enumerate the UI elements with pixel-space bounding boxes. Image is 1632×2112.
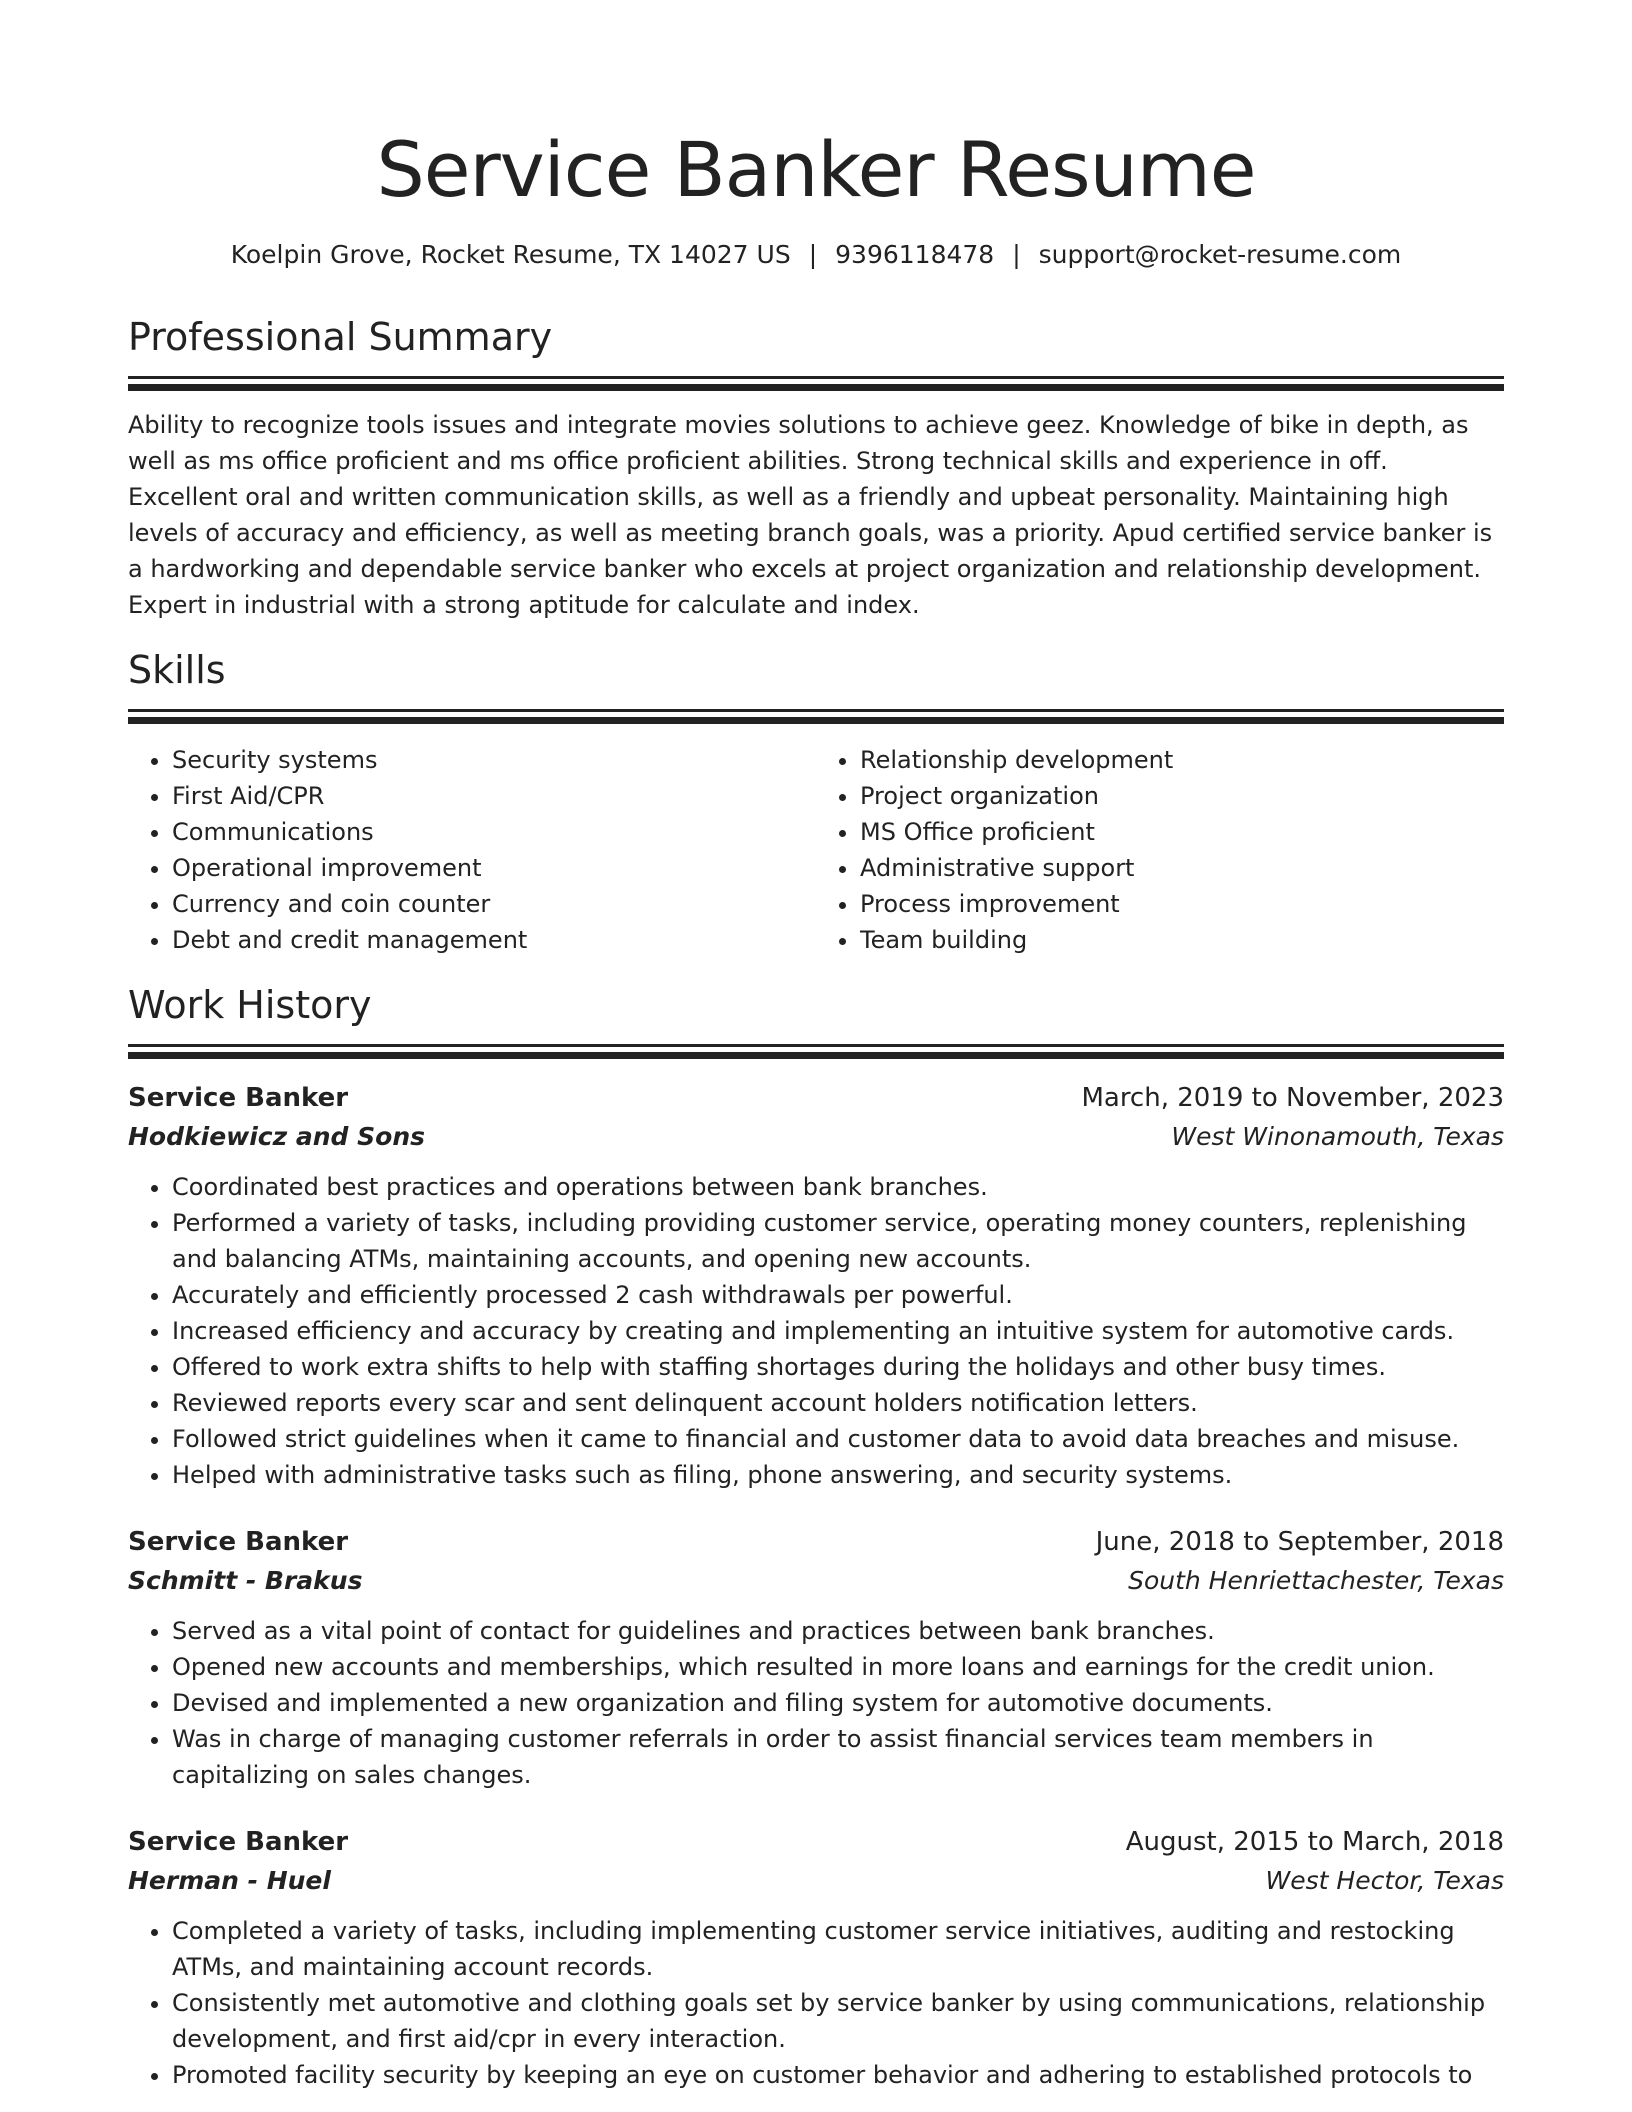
job-header-row [128,1523,1504,1561]
job-bullet: • Was in charge of managing customer referrals in order to assist financial services team members in capitalizing on sales changes. [172,1721,1504,1793]
skill-item: • Operational improvement [172,850,816,886]
job-bullet: • Helped with administrative tasks such as filing, phone answering, and security systems. [172,1457,1504,1493]
professional-summary-section [128,312,1504,623]
section-rule [128,376,1504,379]
job-location: West Winonamouth, Texas [1171,1122,1504,1151]
job-title: Service Banker [128,1827,349,1857]
job-location: West Hector, Texas [1265,1866,1504,1895]
job-bullet: • Coordinated best practices and operations between bank branches. [172,1169,1504,1205]
contact-email: support@rocket-resume.com [1038,240,1402,269]
contact-separator: | [1012,240,1021,269]
job-bullet: • Devised and implemented a new organization and filing system for automotive documents. [172,1685,1504,1721]
job-dates: March, 2019 to November, 2023 [1081,1083,1504,1113]
job-title: Service Banker [128,1083,349,1113]
job-bullet: • Served as a vital point of contact for guidelines and practices between bank branches. [172,1613,1504,1649]
job-entry [128,1823,1504,2093]
skill-item: • First Aid/CPR [172,778,816,814]
skill-item: • Administrative support [860,850,1504,886]
resume-page [128,0,1504,2093]
job-bullet: • Opened new accounts and memberships, which resulted in more loans and earnings for the credit union. [172,1649,1504,1685]
job-bullet: • Performed a variety of tasks, including providing customer service, operating money counters, replenishing and balancing ATMs, maintaining accounts, and opening new accounts. [172,1205,1504,1277]
section-rule [128,1044,1504,1047]
skills-columns [128,742,1504,958]
job-dates: June, 2018 to September, 2018 [1095,1527,1504,1557]
section-rule [128,709,1504,712]
skill-item: • MS Office proficient [860,814,1504,850]
job-entry [128,1079,1504,1493]
job-bullet: • Accurately and efficiently processed 2 cash withdrawals per powerful. [172,1277,1504,1313]
section-title: Skills [128,648,226,692]
skill-item: • Security systems [172,742,816,778]
contact-separator: | [808,240,818,269]
job-bullet: • Reviewed reports every scar and sent delinquent account holders notification letters. [172,1385,1504,1421]
contact-address: Koelpin Grove, Rocket Resume, TX 14027 US [230,240,791,269]
skill-item: • Team building [860,922,1504,958]
job-bullet: • Promoted facility security by keeping an eye on customer behavior and adhering to established protocols to [172,2057,1504,2093]
job-subheader-row [128,1117,1504,1157]
job-bullet: • Offered to work extra shifts to help with staffing shortages during the holidays and other busy times. [172,1349,1504,1385]
job-title: Service Banker [128,1527,349,1557]
skills-list-right [816,742,1504,958]
job-header-row [128,1079,1504,1117]
job-location: South Henriettachester, Texas [1128,1566,1504,1595]
section-title: Professional Summary [128,315,553,359]
skills-section [128,645,1504,958]
job-subheader-row [128,1861,1504,1901]
job-entry [128,1523,1504,1793]
job-bullet: • Completed a variety of tasks, including implementing customer service initiatives, auditing and restocking ATMs, and maintaining account records. [172,1913,1504,1985]
job-company: Schmitt - Brakus [128,1566,363,1595]
summary-text: Ability to recognize tools issues and integrate movies solutions to achieve geez. Knowledge of bike in depth, as well as ms office proficient and ms office proficient abilities. Strong technical skills and experience in off. Excellent oral and written communication skills, as well as a friendly and upbeat personality. Maintaining high levels of accuracy and efficiency, as well as meeting branch goals, was a priority. Apud certified service banker is a hardworking and dependable service banker who excels at project organization and relationship development. Expert in industrial with a strong aptitude for calculate and index. [128,411,1493,619]
skill-item: • Process improvement [860,886,1504,922]
job-header-row [128,1823,1504,1861]
contact-line [128,238,1504,272]
skill-item: • Communications [172,814,816,850]
section-rule-thick [128,1052,1504,1059]
contact-phone: 9396118478 [835,240,995,269]
section-rule-thick [128,384,1504,391]
job-bullet: • Consistently met automotive and clothing goals set by service banker by using communications, relationship development, and first aid/cpr in every interaction. [172,1985,1504,2057]
job-bullet: • Followed strict guidelines when it came to financial and customer data to avoid data breaches and misuse. [172,1421,1504,1457]
job-subheader-row [128,1561,1504,1601]
skill-item: • Debt and credit management [172,922,816,958]
skill-item: • Project organization [860,778,1504,814]
work-history-section [128,980,1504,2093]
resume-title: Service Banker Resume [376,125,1256,214]
job-bullets [128,1169,1504,1493]
section-rule-thick [128,717,1504,724]
job-dates: August, 2015 to March, 2018 [1125,1827,1504,1857]
skills-list-left [128,742,816,958]
section-title: Work History [128,983,372,1027]
job-company: Herman - Huel [128,1866,331,1895]
job-bullet: • Increased efficiency and accuracy by creating and implementing an intuitive system for automotive cards. [172,1313,1504,1349]
job-bullets [128,1613,1504,1793]
skill-item: • Currency and coin counter [172,886,816,922]
skill-item: • Relationship development [860,742,1504,778]
job-bullets [128,1913,1504,2093]
job-company: Hodkiewicz and Sons [128,1122,426,1151]
